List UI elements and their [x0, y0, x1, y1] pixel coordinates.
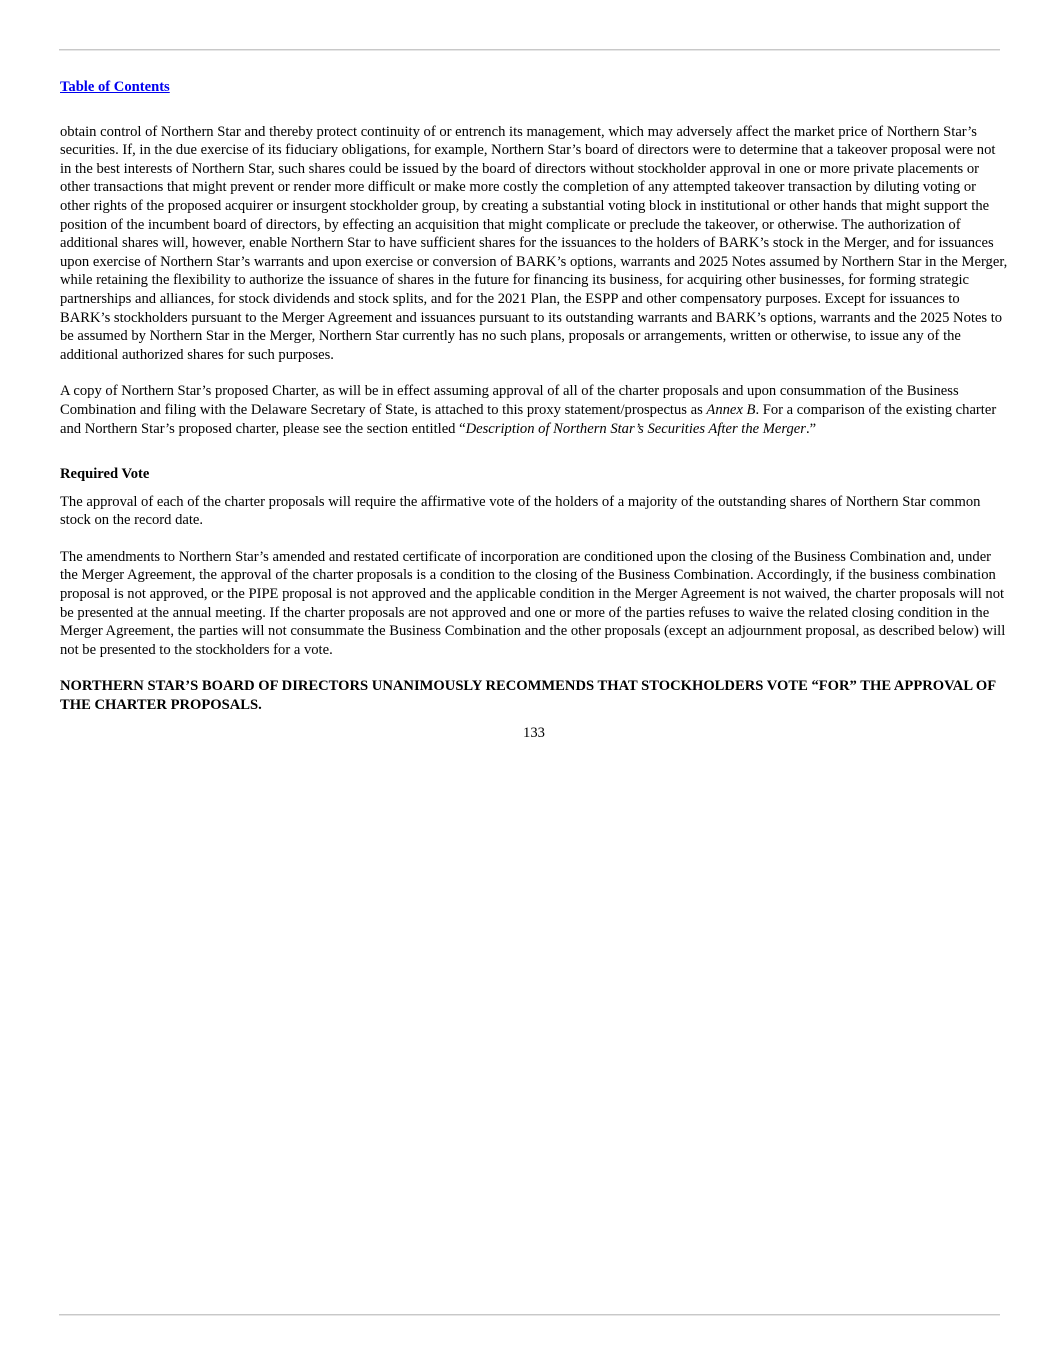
body-paragraph-3: The approval of each of the charter proposals will require the affirmative vote of the holders of a majority of the outstanding shares of Northern Star common stock on the record date.	[60, 493, 981, 529]
annex-reference: Annex B	[706, 401, 756, 418]
table-of-contents-link[interactable]: Table of Contents	[60, 79, 170, 95]
body-paragraph-4: The amendments to Northern Star’s amended and restated certificate of incorporation are conditioned upon the closing of the Business Combination and, under the Merger Agreement, the approval of the charter proposals is a condition to the closing of the Business Combination. Accordingly, if the business combination proposal is not approved, or the PIPE proposal is not approved and the applicable condition in the Merger Agreement is not waived, the charter proposals will not be presented at the annual meeting. If the charter proposals are not approved and one or more of the parties refuses to waive the related closing condition in the Merger Agreement, the parties will not consummate the Business Combination and the other proposals (except an adjournment proposal, as described below) will not be presented to the stockholders for a vote.	[60, 548, 1006, 658]
document-page	[60, 78, 1008, 742]
paragraph-2-text-a: A copy of Northern Star’s proposed Charter, as will be in effect assuming approval of all of the charter proposals and upon consummation of the Business Combination and filing with the Delaware Secretary of State, is attached to this proxy statement/prospectus as	[60, 383, 959, 418]
body-paragraph-2	[60, 382, 1008, 438]
paragraph-2-text-b: . For a comparison of the existing charter and Northern Star’s proposed charter, please see the section entitled “	[60, 401, 997, 437]
board-recommendation: NORTHERN STAR’S BOARD OF DIRECTORS UNANIMOUSLY RECOMMENDS THAT STOCKHOLDERS VOTE “FOR” THE APPROVAL OF THE CHARTER PROPOSALS.	[60, 678, 996, 714]
required-vote-heading: Required Vote	[60, 466, 150, 483]
body-paragraph-1: obtain control of Northern Star and thereby protect continuity of or entrench its management, which may adversely affect the market price of Northern Star’s securities. If, in the due exercise of its fiduciary obligations, for example, Northern Star’s board of directors were to determine that a takeover proposal were not in the best interests of Northern Star, such shares could be issued by the board of directors without stockholder approval in one or more private placements or other transactions that might prevent or render more difficult or make more costly the completion of any attempted takeover transaction by diluting voting or other rights of the proposed acquirer or insurgent stockholder group, by creating a substantial voting block in institutional or other hands that might support the position of the incumbent board of directors, by effecting an acquisition that might complicate or preclude the takeover, or otherwise. The authorization of additional shares will, however, enable Northern Star to have sufficient shares for the issuances to the holders of BARK’s stock in the Merger, and for issuances upon exercise of Northern Star’s warrants and upon exercise or conversion of BARK’s options, warrants and 2025 Notes assumed by Northern Star in the Merger, while retaining the flexibility to authorize the issuance of shares in the future for financing its business, for acquiring other businesses, for forming strategic partnerships and alliances, for stock dividends and stock splits, and for the 2021 Plan, the ESPP and other compensatory purposes. Except for issuances to BARK’s stockholders pursuant to the Merger Agreement and issuances pursuant to its outstanding warrants and BARK’s options, warrants and the 2025 Notes to be assumed by Northern Star in the Merger, Northern Star currently has no such plans, proposals or arrangements, written or otherwise, to issue any of the additional authorized shares for such purposes.	[60, 123, 1008, 363]
page-number: 133	[523, 724, 545, 741]
top-divider	[59, 49, 1000, 50]
section-reference: Description of Northern Star’s Securities After the Merger	[465, 420, 806, 437]
bottom-divider	[59, 1314, 1000, 1315]
paragraph-2-text-c: .”	[805, 420, 817, 437]
